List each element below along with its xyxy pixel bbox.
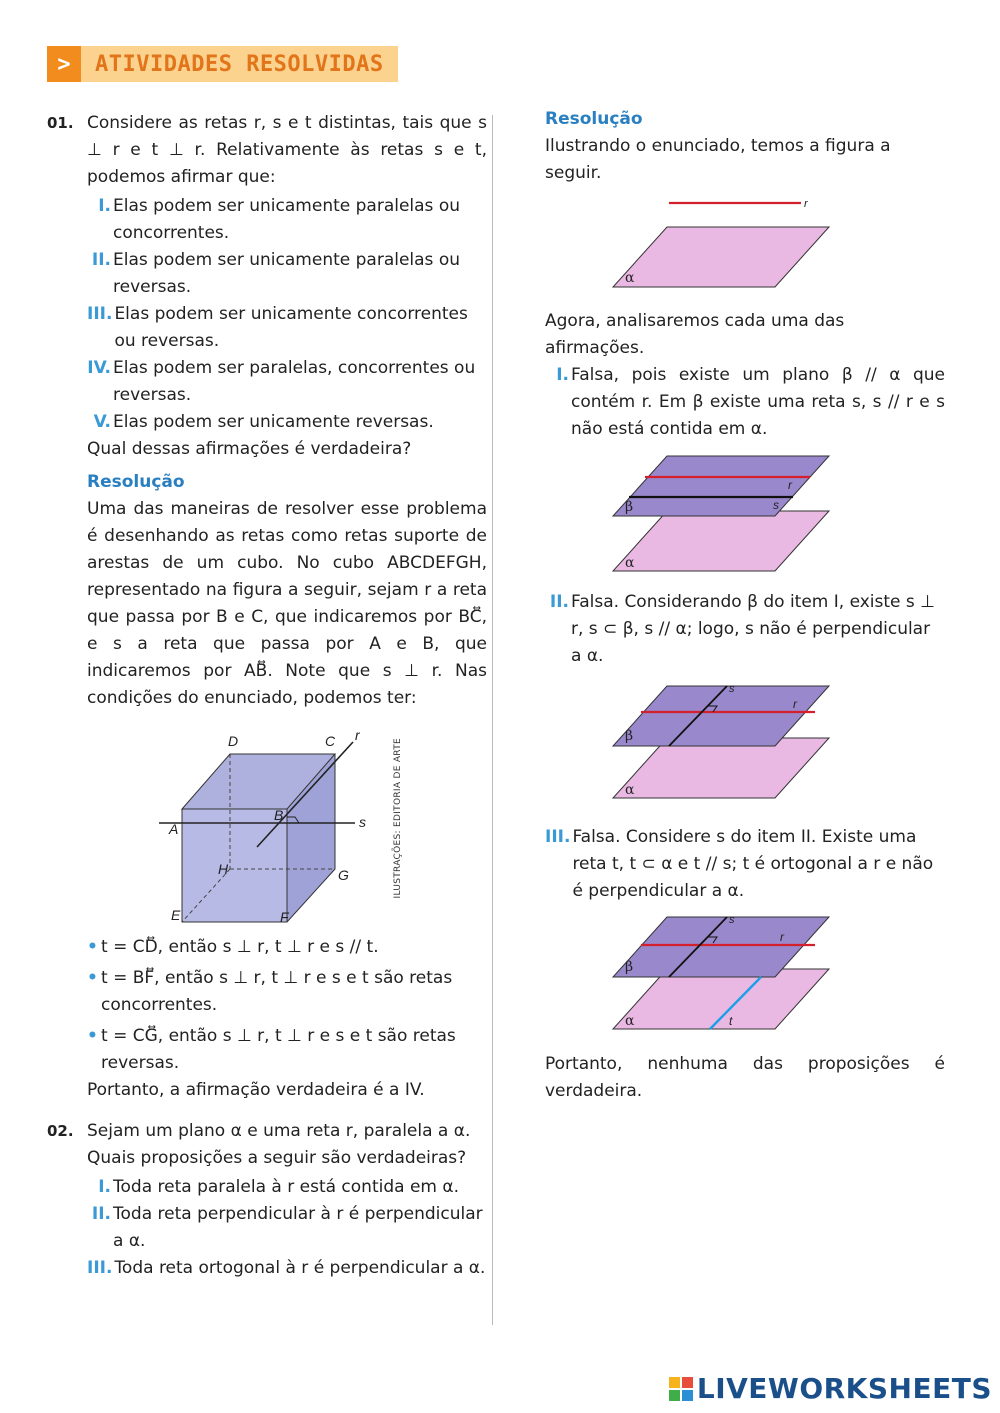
roman-numeral: II. <box>91 250 111 270</box>
question-number: 02. <box>47 1122 74 1140</box>
illustration-credit: ILUSTRAÇÕES: EDITORIA DE ARTE <box>393 738 403 899</box>
final-conclusion: Portanto, nenhuma das proposições é verdadeira. <box>545 1054 945 1101</box>
cube-front-face <box>182 809 287 922</box>
section-title: ATIVIDADES RESOLVIDAS <box>81 46 398 82</box>
figure-item-2 <box>545 676 945 806</box>
statement-item <box>87 1255 487 1282</box>
figure-item-1 <box>545 451 945 581</box>
question-2 <box>47 1118 487 1172</box>
statement-item <box>87 1174 487 1201</box>
analysis-intro: Agora, analisaremos cada uma das afirmações. <box>545 311 845 358</box>
question-statement: Sejam um plano α e uma reta r, paralela a α. Quais proposições a seguir são verdadeiras? <box>87 1121 471 1168</box>
question-statement: Considere as retas r, s e t distintas, tais que s ⊥ r e t ⊥ r. Relativamente às retas s e t, podemos afirmar que: <box>87 113 487 187</box>
statement-item <box>87 355 487 409</box>
label-s: s <box>729 683 735 695</box>
label-beta: β <box>625 499 634 515</box>
label-s: s <box>359 814 366 830</box>
right-column <box>545 106 945 1105</box>
roman-numeral: II. <box>91 1204 111 1224</box>
label-t: t <box>729 1014 733 1028</box>
label-s: s <box>729 914 735 926</box>
figure-item-3 <box>545 907 945 1037</box>
statement-item <box>87 301 487 355</box>
answer-text: Falsa. Considere s do item II. Existe uma reta t, t ⊂ α e t // s; t é ortogonal a r e não é perpendicular a α. <box>572 827 934 901</box>
statement-text: Elas podem ser unicamente paralelas ou concorrentes. <box>113 196 460 243</box>
label-r: r <box>355 727 360 743</box>
intro-text: Ilustrando o enunciado, temos a figura a seguir. <box>545 136 891 183</box>
roman-numeral: II. <box>549 592 569 612</box>
plane-alpha <box>613 969 829 1029</box>
roman-numeral: V. <box>93 412 111 432</box>
label-d: D <box>228 733 239 749</box>
roman-numeral: III. <box>87 304 113 324</box>
plane-beta <box>613 686 829 746</box>
statement-text: Toda reta paralela à r está contida em α. <box>113 1177 459 1197</box>
label-g: G <box>338 867 349 883</box>
left-column <box>47 110 487 1282</box>
label-f: F <box>280 909 289 924</box>
bullet-text: t = CG⃡, então s ⊥ r, t ⊥ r e s e t são retas reversas. <box>101 1026 456 1073</box>
bullet-icon: • <box>87 1026 98 1046</box>
label-h: H <box>218 861 229 877</box>
bullet-icon: • <box>87 937 98 957</box>
statement-text: Elas podem ser unicamente reversas. <box>113 412 434 432</box>
resolution-title: Resolução <box>87 472 185 492</box>
question-1 <box>47 110 487 191</box>
roman-numeral: I. <box>556 365 569 385</box>
label-s: s <box>773 498 779 512</box>
answer-item <box>545 824 945 905</box>
statement-text: Elas podem ser unicamente concorrentes ou reversas. <box>114 304 468 351</box>
header-arrow-icon: > <box>47 46 81 82</box>
label-a: A <box>169 821 179 837</box>
label-alpha: α <box>625 555 635 571</box>
statement-text: Toda reta perpendicular à r é perpendicular a α. <box>113 1204 483 1251</box>
statement-item <box>87 409 487 436</box>
plane-beta <box>613 456 829 516</box>
answer-text: Falsa, pois existe um plano β // α que contém r. Em β existe uma reta s, s // r e s não está contida em α. <box>571 365 945 439</box>
bullet-text: t = CD⃡, então s ⊥ r, t ⊥ r e s // t. <box>101 937 379 957</box>
section-header <box>47 46 398 82</box>
statement-item <box>87 193 487 247</box>
label-r: r <box>788 478 792 492</box>
label-beta: β <box>625 959 634 975</box>
answer-text: Falsa. Considerando β do item I, existe s ⊥ r, s ⊂ β, s // α; logo, s não é perpendicular a α. <box>571 592 935 666</box>
bullet-item <box>87 1023 487 1077</box>
plane-alpha <box>613 738 829 798</box>
roman-numeral: III. <box>87 1258 113 1278</box>
figure-plane-alpha-line-r <box>545 187 945 312</box>
liveworksheets-logo[interactable] <box>669 1372 992 1405</box>
roman-numeral: I. <box>98 1177 111 1197</box>
answer-item <box>545 589 945 670</box>
label-alpha: α <box>625 782 635 798</box>
statement-text: Elas podem ser unicamente paralelas ou reversas. <box>113 250 460 297</box>
plane-alpha <box>613 227 829 287</box>
answer-item <box>545 362 945 443</box>
plane-alpha <box>613 511 829 571</box>
label-r: r <box>780 930 784 944</box>
logo-icon <box>669 1377 693 1401</box>
roman-numeral: IV. <box>87 358 111 378</box>
resolution-title: Resolução <box>545 109 643 129</box>
roman-numeral: III. <box>545 827 571 847</box>
plane-beta <box>613 917 829 977</box>
bullet-item <box>87 934 487 961</box>
bullet-text: t = BF⃡, então s ⊥ r, t ⊥ r e s e t são retas concorrentes. <box>101 968 453 1015</box>
bullet-icon: • <box>87 968 98 988</box>
resolution-text: Uma das maneiras de resolver esse problema é desenhando as retas como retas suporte de arestas de um cubo. No cubo ABCDEFGH, representado na figura a seguir, sejam r a reta que passa por B e C, que indicaremos por BC⃡, e s a reta que passa por A e B, que indicaremos por AB⃡. Note que s ⊥ r. Nas condições do enunciado, podemos ter: <box>87 499 487 708</box>
cube-diagram <box>47 724 487 924</box>
label-c: C <box>325 733 336 749</box>
column-divider <box>492 115 493 1325</box>
statement-item <box>87 1201 487 1255</box>
label-r: r <box>793 697 797 711</box>
conclusion-text: Portanto, a afirmação verdadeira é a IV. <box>87 1080 425 1100</box>
statement-text: Toda reta ortogonal à r é perpendicular a α. <box>114 1258 486 1278</box>
question-number: 01. <box>47 114 74 132</box>
bullet-item <box>87 965 487 1019</box>
roman-numeral: I. <box>98 196 111 216</box>
label-alpha: α <box>625 1013 635 1029</box>
statement-text: Elas podem ser paralelas, concorrentes ou reversas. <box>113 358 476 405</box>
question-prompt: Qual dessas afirmações é verdadeira? <box>87 439 412 459</box>
label-beta: β <box>625 728 634 744</box>
logo-text: LIVEWORKSHEETS <box>696 1372 992 1405</box>
label-r: r <box>804 198 808 210</box>
cube-figure <box>47 724 487 924</box>
label-e: E <box>171 907 181 923</box>
label-alpha: α <box>625 270 635 286</box>
label-b: B <box>274 807 284 823</box>
statement-item <box>87 247 487 301</box>
